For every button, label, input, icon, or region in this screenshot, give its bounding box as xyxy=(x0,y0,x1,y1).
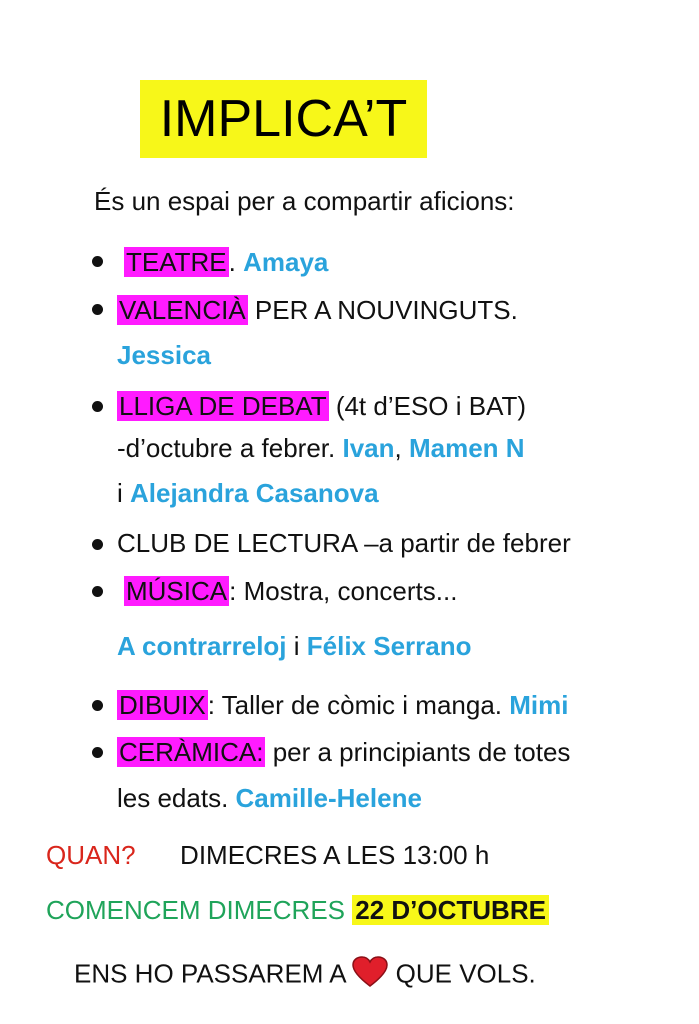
list-item-lectura xyxy=(117,527,571,559)
organizer-name: Félix Serrano xyxy=(306,631,472,661)
list-item-debat xyxy=(117,390,526,422)
list-item-valencia xyxy=(117,294,518,326)
separator: i xyxy=(286,631,307,661)
organizer-name: Amaya xyxy=(243,247,329,277)
closing-after: QUE VOLS. xyxy=(395,958,536,989)
bullet-icon xyxy=(92,747,103,758)
bullet-icon xyxy=(92,700,103,711)
list-item-musica xyxy=(124,575,457,607)
list-item-valencia-names xyxy=(117,339,211,371)
list-item-debat-line2 xyxy=(117,432,525,464)
bullet-icon xyxy=(92,586,103,597)
activity-text: les edats. xyxy=(117,783,236,813)
bullet-icon xyxy=(92,401,103,412)
organizer-name: Jessica xyxy=(117,340,211,370)
start-label: COMENCEM DIMECRES xyxy=(46,895,353,925)
organizer-name: Mimi xyxy=(509,690,569,720)
intro-text: És un espai per a compartir aficions: xyxy=(94,186,515,216)
separator: i xyxy=(117,478,130,508)
list-item-ceramica-line2 xyxy=(117,782,422,814)
activity-highlight: CERÀMICA: xyxy=(119,737,264,767)
start-row xyxy=(46,894,549,926)
organizer-name: Mamen N xyxy=(408,433,525,463)
organizer-name: Camille-Helene xyxy=(235,783,422,813)
activity-text: : Taller de còmic i manga. xyxy=(207,690,510,720)
activity-highlight: VALENCIÀ xyxy=(119,295,246,325)
activity-text: CLUB DE LECTURA –a partir de febrer xyxy=(117,528,571,558)
bullet-icon xyxy=(92,539,103,550)
bullet-icon xyxy=(92,256,103,267)
separator: . xyxy=(228,247,244,277)
bullet-icon xyxy=(92,304,103,315)
activity-text: per a principiants de totes xyxy=(265,737,571,767)
list-item-teatre xyxy=(124,246,328,278)
activity-text: (4t d’ESO i BAT) xyxy=(328,391,527,421)
activity-highlight: MÚSICA xyxy=(126,576,228,606)
activity-highlight: TEATRE xyxy=(126,247,227,277)
closing-row xyxy=(74,956,536,995)
organizer-name: Alejandra Casanova xyxy=(130,478,379,508)
activity-text: -d’octubre a febrer. xyxy=(117,433,343,463)
list-item-debat-line3 xyxy=(117,477,379,509)
activity-highlight: LLIGA DE DEBAT xyxy=(119,391,327,421)
closing-before: ENS HO PASSAREM A xyxy=(74,958,353,989)
heart-icon xyxy=(352,956,388,995)
list-item-dibuix xyxy=(117,689,568,721)
separator: , xyxy=(394,433,409,463)
when-value: DIMECRES A LES 13:00 h xyxy=(180,840,490,870)
activity-text: : Mostra, concerts... xyxy=(229,576,458,606)
activity-text: PER A NOUVINGUTS. xyxy=(247,295,518,325)
list-item-musica-names xyxy=(117,630,472,662)
when-row xyxy=(46,839,489,871)
list-item-ceramica xyxy=(117,736,570,768)
organizer-name: Ivan xyxy=(342,433,395,463)
organizer-name: A contrarreloj xyxy=(117,631,287,661)
activity-highlight: DIBUIX xyxy=(119,690,206,720)
start-date: 22 D’OCTUBRE xyxy=(352,895,549,925)
when-label: QUAN? xyxy=(46,840,136,870)
page-title: IMPLICA’T xyxy=(140,80,427,158)
